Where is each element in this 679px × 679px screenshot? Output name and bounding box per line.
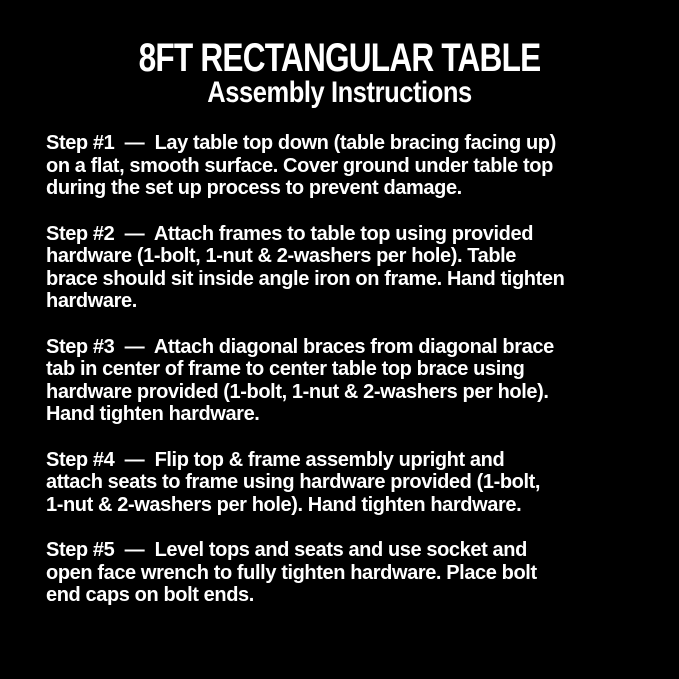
step-2-line-4: hardware. bbox=[46, 290, 137, 312]
step-5-line-2: open face wrench to fully tighten hardware. Place bolt bbox=[46, 561, 537, 584]
step-3-line-3: hardware provided (1-bolt, 1-nut & 2-washers per hole). bbox=[46, 380, 549, 403]
step-4-line-3: 1-nut & 2-washers per hole). Hand tighten hardware. bbox=[46, 493, 522, 516]
step-2-line-3: brace should sit inside angle iron on frame. Hand tighten bbox=[46, 267, 565, 290]
page-title: 8FT RECTANGULAR TABLE bbox=[138, 36, 541, 80]
step-5-line-1: Step #5 — Level tops and seats and use socket and bbox=[46, 539, 527, 561]
step-1 bbox=[46, 132, 679, 200]
step-3-line-4: Hand tighten hardware. bbox=[46, 403, 260, 425]
step-4-line-2: attach seats to frame using hardware provided (1-bolt, bbox=[46, 471, 541, 493]
step-1-line-2: on a flat, smooth surface. Cover ground under table top bbox=[46, 154, 553, 177]
step-3-line-2: tab in center of frame to center table top brace using bbox=[46, 358, 525, 380]
step-1-line-3: during the set up process to prevent damage. bbox=[46, 177, 462, 199]
step-3 bbox=[46, 336, 679, 426]
step-2-line-1: Step #2 — Attach frames to table top using provided bbox=[46, 222, 534, 245]
step-2-line-2: hardware (1-bolt, 1-nut & 2-washers per hole). Table bbox=[46, 245, 517, 267]
instructions-list bbox=[46, 132, 679, 630]
page-subtitle: Assembly Instructions bbox=[207, 76, 472, 109]
step-5-line-3: end caps on bolt ends. bbox=[46, 584, 254, 606]
step-3-line-1: Step #3 — Attach diagonal braces from diagonal brace bbox=[46, 335, 554, 358]
step-2 bbox=[46, 223, 679, 313]
step-4 bbox=[46, 449, 679, 517]
step-1-line-1: Step #1 — Lay table top down (table bracing facing up) bbox=[46, 132, 556, 154]
step-5 bbox=[46, 539, 679, 607]
step-4-line-1: Step #4 — Flip top & frame assembly upright and bbox=[46, 448, 505, 471]
